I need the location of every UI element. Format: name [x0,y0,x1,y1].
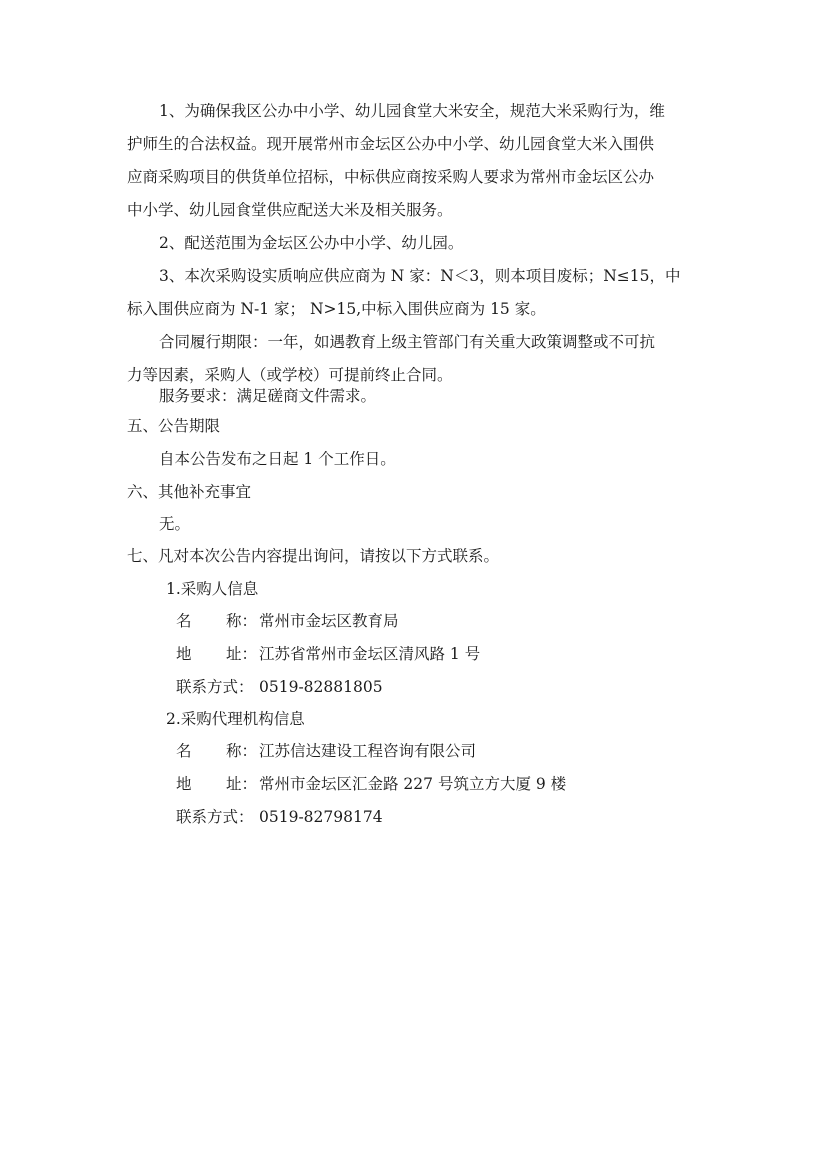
agency-info-title: 2.采购代理机构信息 [166,710,305,728]
agency-address-value: 常州市金坛区汇金路 227 号筑立方大厦 9 楼 [259,775,567,793]
field-label: 联系方式： [176,808,254,826]
section-heading-announcement-period: 五、公告期限 [127,417,221,435]
field-label: 联系方式： [176,678,254,696]
purchaser-address-value: 江苏省常州市金坛区清风路 1 号 [259,645,481,663]
paragraph-service-requirement: 服务要求：满足磋商文件需求。 [159,387,377,405]
agency-contact-value: 0519-82798174 [259,808,383,826]
section-heading-contact: 七、凡对本次公告内容提出询问，请按以下方式联系。 [127,547,500,565]
field-label: 名 称： [176,612,258,630]
paragraph-supplier-count [127,265,692,331]
purchaser-info-title: 1.采购人信息 [166,580,259,598]
agency-name-value: 江苏信达建设工程咨询有限公司 [259,742,477,760]
agency-address-row [176,773,566,795]
purchaser-name-value: 常州市金坛区教育局 [259,612,399,630]
text-line: 合同履行期限：一年，如遇教育上级主管部门有关重大政策调整或不可抗 [159,333,656,351]
section-heading-other-matters: 六、其他补充事宜 [127,483,252,501]
text-line: 1、为确保我区公办中小学、幼儿园食堂大米安全，规范大米采购行为，维 [159,102,665,120]
purchaser-contact-row [176,676,383,698]
purchaser-name-row [176,610,399,632]
section-body-announcement-period: 自本公告发布之日起 1 个工作日。 [159,450,396,468]
paragraph-procurement-purpose [127,100,692,232]
purchaser-contact-value: 0519-82881805 [259,678,383,696]
agency-contact-row [176,806,383,828]
paragraph-delivery-scope: 2、配送范围为金坛区公办中小学、幼儿园。 [159,234,464,252]
section-body-other-matters: 无。 [159,515,191,533]
purchaser-address-row [176,643,480,665]
field-label: 地 址： [176,775,258,793]
text-line: 3、本次采购设实质响应供应商为 N 家：N＜3，则本项目废标；N≤15，中 [159,267,681,285]
field-label: 名 称： [176,742,258,760]
text-line: 中小学、幼儿园食堂供应配送大米及相关服务。 [127,201,453,219]
text-line: 标入围供应商为 N-1 家； N>15,中标入围供应商为 15 家。 [127,300,546,318]
agency-name-row [176,740,476,762]
text-line: 护师生的合法权益。现开展常州市金坛区公办中小学、幼儿园食堂大米入围供 [127,135,655,153]
text-line: 力等因素，采购人（或学校）可提前终止合同。 [127,366,453,384]
text-line: 应商采购项目的供货单位招标，中标供应商按采购人要求为常州市金坛区公办 [127,168,655,186]
field-label: 地 址： [176,645,258,663]
